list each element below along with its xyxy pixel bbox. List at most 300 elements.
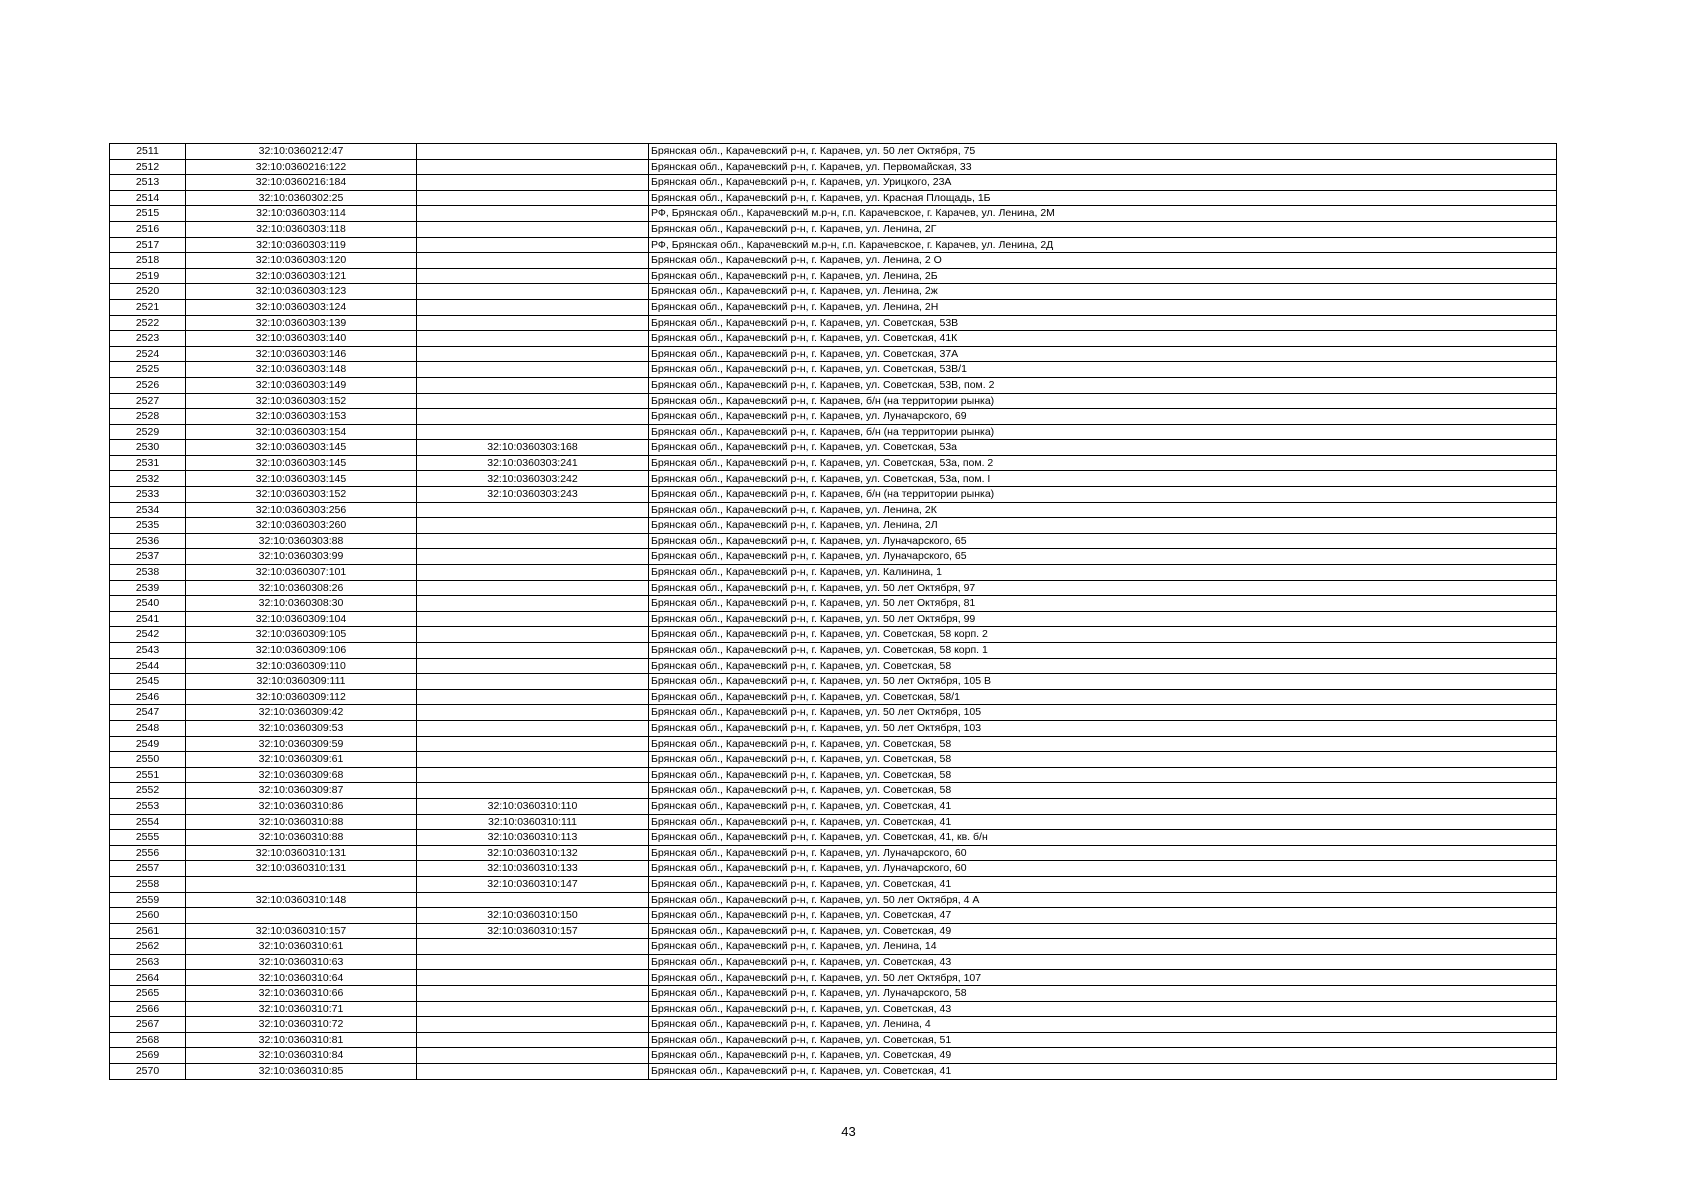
cadastral-number-cell: 32:10:0360303:118	[186, 221, 417, 237]
table-row	[110, 502, 1557, 518]
row-number-cell: 2551	[110, 767, 186, 783]
address-cell: Брянская обл., Карачевский р-н, г. Карачев, ул. Советская, 58 корп. 1	[649, 643, 1557, 659]
row-number-cell: 2534	[110, 502, 186, 518]
cadastral-number-cell: 32:10:0360303:99	[186, 549, 417, 565]
cadastral-number-cell: 32:10:0360310:86	[186, 798, 417, 814]
cadastral-number-cell: 32:10:0360303:148	[186, 362, 417, 378]
table-row	[110, 1001, 1557, 1017]
table-row	[110, 284, 1557, 300]
address-cell: Брянская обл., Карачевский р-н, г. Карачев, ул. Советская, 58	[649, 736, 1557, 752]
object-cadastral-number-cell	[417, 377, 649, 393]
cadastral-number-cell: 32:10:0360309:42	[186, 705, 417, 721]
row-number-cell: 2555	[110, 830, 186, 846]
cadastral-number-cell: 32:10:0360310:84	[186, 1048, 417, 1064]
table-row	[110, 814, 1557, 830]
object-cadastral-number-cell	[417, 1048, 649, 1064]
row-number-cell: 2522	[110, 315, 186, 331]
row-number-cell: 2566	[110, 1001, 186, 1017]
address-cell: Брянская обл., Карачевский р-н, г. Карачев, ул. Советская, 41, кв. б/н	[649, 830, 1557, 846]
table-row	[110, 440, 1557, 456]
object-cadastral-number-cell	[417, 658, 649, 674]
row-number-cell: 2545	[110, 674, 186, 690]
cadastral-number-cell: 32:10:0360310:85	[186, 1064, 417, 1080]
row-number-cell: 2546	[110, 689, 186, 705]
table-row	[110, 331, 1557, 347]
cadastral-number-cell: 32:10:0360309:53	[186, 720, 417, 736]
table-row	[110, 206, 1557, 222]
object-cadastral-number-cell	[417, 502, 649, 518]
address-cell: Брянская обл., Карачевский р-н, г. Карачев, ул. Советская, 53а, пом. 2	[649, 455, 1557, 471]
table-row	[110, 720, 1557, 736]
table-row	[110, 393, 1557, 409]
row-number-cell: 2513	[110, 175, 186, 191]
object-cadastral-number-cell	[417, 315, 649, 331]
object-cadastral-number-cell	[417, 268, 649, 284]
table-row	[110, 455, 1557, 471]
table-row	[110, 253, 1557, 269]
row-number-cell: 2568	[110, 1032, 186, 1048]
address-cell: Брянская обл., Карачевский р-н, г. Карачев, ул. Советская, 51	[649, 1032, 1557, 1048]
address-cell: Брянская обл., Карачевский р-н, г. Карачев, ул. Советская, 43	[649, 954, 1557, 970]
object-cadastral-number-cell	[417, 144, 649, 160]
object-cadastral-number-cell	[417, 970, 649, 986]
row-number-cell: 2527	[110, 393, 186, 409]
table-row	[110, 939, 1557, 955]
object-cadastral-number-cell	[417, 752, 649, 768]
row-number-cell: 2519	[110, 268, 186, 284]
table-row	[110, 611, 1557, 627]
table-row	[110, 908, 1557, 924]
address-cell: Брянская обл., Карачевский р-н, г. Карачев, ул. Луначарского, 65	[649, 549, 1557, 565]
object-cadastral-number-cell: 32:10:0360310:157	[417, 923, 649, 939]
object-cadastral-number-cell	[417, 331, 649, 347]
address-cell: Брянская обл., Карачевский р-н, г. Карачев, ул. Советская, 58	[649, 783, 1557, 799]
address-cell: Брянская обл., Карачевский р-н, г. Карачев, б/н (на территории рынка)	[649, 393, 1557, 409]
cadastral-number-cell: 32:10:0360307:101	[186, 565, 417, 581]
address-cell: Брянская обл., Карачевский р-н, г. Карачев, ул. Советская, 58/1	[649, 689, 1557, 705]
object-cadastral-number-cell	[417, 1017, 649, 1033]
row-number-cell: 2532	[110, 471, 186, 487]
address-cell: Брянская обл., Карачевский р-н, г. Карачев, ул. Советская, 41К	[649, 331, 1557, 347]
table-row	[110, 144, 1557, 160]
cadastral-number-cell	[186, 876, 417, 892]
cadastral-number-cell: 32:10:0360303:256	[186, 502, 417, 518]
cadastral-number-cell: 32:10:0360303:114	[186, 206, 417, 222]
address-cell: Брянская обл., Карачевский р-н, г. Карачев, ул. Советская, 58	[649, 767, 1557, 783]
row-number-cell: 2517	[110, 237, 186, 253]
address-cell: Брянская обл., Карачевский р-н, г. Карачев, ул. Луначарского, 65	[649, 533, 1557, 549]
row-number-cell: 2559	[110, 892, 186, 908]
address-cell: Брянская обл., Карачевский р-н, г. Карачев, ул. Ленина, 2Г	[649, 221, 1557, 237]
table-row	[110, 798, 1557, 814]
address-cell: Брянская обл., Карачевский р-н, г. Карачев, ул. Советская, 41	[649, 814, 1557, 830]
row-number-cell: 2560	[110, 908, 186, 924]
cadastral-number-cell: 32:10:0360302:25	[186, 190, 417, 206]
cadastral-number-cell: 32:10:0360212:47	[186, 144, 417, 160]
row-number-cell: 2558	[110, 876, 186, 892]
object-cadastral-number-cell	[417, 549, 649, 565]
row-number-cell: 2564	[110, 970, 186, 986]
address-cell: Брянская обл., Карачевский р-н, г. Карачев, ул. Луначарского, 60	[649, 845, 1557, 861]
cadastral-number-cell: 32:10:0360303:260	[186, 518, 417, 534]
table-row	[110, 752, 1557, 768]
address-cell: Брянская обл., Карачевский р-н, г. Карачев, ул. Ленина, 2ж	[649, 284, 1557, 300]
address-cell: Брянская обл., Карачевский р-н, г. Карачев, ул. 50 лет Октября, 4 А	[649, 892, 1557, 908]
address-cell: Брянская обл., Карачевский р-н, г. Карачев, ул. Ленина, 14	[649, 939, 1557, 955]
table-row	[110, 409, 1557, 425]
row-number-cell: 2520	[110, 284, 186, 300]
object-cadastral-number-cell: 32:10:0360310:110	[417, 798, 649, 814]
object-cadastral-number-cell	[417, 954, 649, 970]
object-cadastral-number-cell	[417, 580, 649, 596]
object-cadastral-number-cell: 32:10:0360303:168	[417, 440, 649, 456]
row-number-cell: 2523	[110, 331, 186, 347]
cadastral-number-cell: 32:10:0360303:154	[186, 424, 417, 440]
table-row	[110, 533, 1557, 549]
row-number-cell: 2544	[110, 658, 186, 674]
table-row	[110, 580, 1557, 596]
object-cadastral-number-cell: 32:10:0360310:150	[417, 908, 649, 924]
cadastral-number-cell: 32:10:0360310:148	[186, 892, 417, 908]
cadastral-number-cell: 32:10:0360303:119	[186, 237, 417, 253]
row-number-cell: 2554	[110, 814, 186, 830]
address-cell: Брянская обл., Карачевский р-н, г. Карачев, ул. Ленина, 2Б	[649, 268, 1557, 284]
row-number-cell: 2540	[110, 596, 186, 612]
object-cadastral-number-cell	[417, 627, 649, 643]
object-cadastral-number-cell: 32:10:0360310:111	[417, 814, 649, 830]
table-row	[110, 689, 1557, 705]
address-cell: Брянская обл., Карачевский р-н, г. Карачев, ул. Урицкого, 23А	[649, 175, 1557, 191]
cadastral-number-cell: 32:10:0360303:88	[186, 533, 417, 549]
object-cadastral-number-cell: 32:10:0360303:241	[417, 455, 649, 471]
object-cadastral-number-cell	[417, 424, 649, 440]
row-number-cell: 2562	[110, 939, 186, 955]
object-cadastral-number-cell	[417, 767, 649, 783]
row-number-cell: 2528	[110, 409, 186, 425]
table-row	[110, 565, 1557, 581]
row-number-cell: 2541	[110, 611, 186, 627]
row-number-cell: 2515	[110, 206, 186, 222]
cadastral-number-cell: 32:10:0360310:61	[186, 939, 417, 955]
registry-table-body	[110, 144, 1557, 1080]
object-cadastral-number-cell	[417, 720, 649, 736]
table-row	[110, 861, 1557, 877]
row-number-cell: 2549	[110, 736, 186, 752]
table-row	[110, 783, 1557, 799]
cadastral-number-cell: 32:10:0360303:145	[186, 455, 417, 471]
object-cadastral-number-cell	[417, 253, 649, 269]
address-cell: Брянская обл., Карачевский р-н, г. Карачев, ул. Советская, 49	[649, 1048, 1557, 1064]
row-number-cell: 2533	[110, 487, 186, 503]
address-cell: Брянская обл., Карачевский р-н, г. Карачев, ул. Советская, 43	[649, 1001, 1557, 1017]
table-row	[110, 627, 1557, 643]
row-number-cell: 2563	[110, 954, 186, 970]
cadastral-number-cell: 32:10:0360310:72	[186, 1017, 417, 1033]
object-cadastral-number-cell	[417, 1001, 649, 1017]
table-row	[110, 377, 1557, 393]
table-row	[110, 471, 1557, 487]
row-number-cell: 2570	[110, 1064, 186, 1080]
table-row	[110, 487, 1557, 503]
registry-table	[109, 143, 1557, 1080]
table-row	[110, 424, 1557, 440]
row-number-cell: 2561	[110, 923, 186, 939]
table-row	[110, 518, 1557, 534]
cadastral-number-cell: 32:10:0360303:139	[186, 315, 417, 331]
cadastral-number-cell: 32:10:0360303:145	[186, 471, 417, 487]
cadastral-number-cell: 32:10:0360310:131	[186, 861, 417, 877]
object-cadastral-number-cell	[417, 237, 649, 253]
object-cadastral-number-cell	[417, 674, 649, 690]
address-cell: Брянская обл., Карачевский р-н, г. Карачев, ул. Советская, 53В	[649, 315, 1557, 331]
object-cadastral-number-cell: 32:10:0360310:133	[417, 861, 649, 877]
row-number-cell: 2526	[110, 377, 186, 393]
address-cell: Брянская обл., Карачевский р-н, г. Карачев, ул. 50 лет Октября, 107	[649, 970, 1557, 986]
table-row	[110, 1032, 1557, 1048]
address-cell: РФ, Брянская обл., Карачевский м.р-н, г.п. Карачевское, г. Карачев, ул. Ленина, 2Д	[649, 237, 1557, 253]
object-cadastral-number-cell	[417, 159, 649, 175]
table-row	[110, 1064, 1557, 1080]
object-cadastral-number-cell	[417, 689, 649, 705]
cadastral-number-cell: 32:10:0360309:105	[186, 627, 417, 643]
address-cell: Брянская обл., Карачевский р-н, г. Карачев, ул. Ленина, 4	[649, 1017, 1557, 1033]
cadastral-number-cell: 32:10:0360303:152	[186, 393, 417, 409]
address-cell: Брянская обл., Карачевский р-н, г. Карачев, ул. 50 лет Октября, 105 В	[649, 674, 1557, 690]
address-cell: Брянская обл., Карачевский р-н, г. Карачев, ул. Первомайская, 33	[649, 159, 1557, 175]
row-number-cell: 2543	[110, 643, 186, 659]
row-number-cell: 2511	[110, 144, 186, 160]
object-cadastral-number-cell: 32:10:0360303:243	[417, 487, 649, 503]
table-row	[110, 830, 1557, 846]
cadastral-number-cell: 32:10:0360303:153	[186, 409, 417, 425]
row-number-cell: 2536	[110, 533, 186, 549]
cadastral-number-cell: 32:10:0360303:140	[186, 331, 417, 347]
cadastral-number-cell: 32:10:0360303:120	[186, 253, 417, 269]
row-number-cell: 2530	[110, 440, 186, 456]
table-row	[110, 221, 1557, 237]
cadastral-number-cell: 32:10:0360308:30	[186, 596, 417, 612]
object-cadastral-number-cell	[417, 1032, 649, 1048]
address-cell: Брянская обл., Карачевский р-н, г. Карачев, ул. 50 лет Октября, 103	[649, 720, 1557, 736]
address-cell: Брянская обл., Карачевский р-н, г. Карачев, ул. Советская, 53а, пом. I	[649, 471, 1557, 487]
row-number-cell: 2553	[110, 798, 186, 814]
cadastral-number-cell: 32:10:0360309:104	[186, 611, 417, 627]
cadastral-number-cell: 32:10:0360303:123	[186, 284, 417, 300]
object-cadastral-number-cell	[417, 206, 649, 222]
table-row	[110, 986, 1557, 1002]
cadastral-number-cell: 32:10:0360310:64	[186, 970, 417, 986]
object-cadastral-number-cell: 32:10:0360303:242	[417, 471, 649, 487]
page-number: 43	[841, 1124, 856, 1139]
row-number-cell: 2537	[110, 549, 186, 565]
table-row	[110, 237, 1557, 253]
cadastral-number-cell: 32:10:0360310:131	[186, 845, 417, 861]
table-row	[110, 923, 1557, 939]
address-cell: Брянская обл., Карачевский р-н, г. Карачев, ул. Советская, 41	[649, 798, 1557, 814]
object-cadastral-number-cell	[417, 284, 649, 300]
table-row	[110, 190, 1557, 206]
table-row	[110, 299, 1557, 315]
address-cell: Брянская обл., Карачевский р-н, г. Карачев, ул. Советская, 47	[649, 908, 1557, 924]
table-row	[110, 549, 1557, 565]
row-number-cell: 2550	[110, 752, 186, 768]
row-number-cell: 2548	[110, 720, 186, 736]
table-row	[110, 705, 1557, 721]
address-cell: Брянская обл., Карачевский р-н, г. Карачев, ул. Ленина, 2Н	[649, 299, 1557, 315]
object-cadastral-number-cell	[417, 783, 649, 799]
table-row	[110, 658, 1557, 674]
table-row	[110, 767, 1557, 783]
cadastral-number-cell: 32:10:0360309:61	[186, 752, 417, 768]
address-cell: Брянская обл., Карачевский р-н, г. Карачев, ул. Калинина, 1	[649, 565, 1557, 581]
object-cadastral-number-cell	[417, 986, 649, 1002]
cadastral-number-cell: 32:10:0360309:112	[186, 689, 417, 705]
address-cell: Брянская обл., Карачевский р-н, г. Карачев, ул. Луначарского, 60	[649, 861, 1557, 877]
table-row	[110, 175, 1557, 191]
cadastral-number-cell	[186, 908, 417, 924]
table-row	[110, 643, 1557, 659]
cadastral-number-cell: 32:10:0360309:68	[186, 767, 417, 783]
address-cell: Брянская обл., Карачевский р-н, г. Карачев, ул. Красная Площадь, 1Б	[649, 190, 1557, 206]
object-cadastral-number-cell	[417, 705, 649, 721]
table-row	[110, 845, 1557, 861]
cadastral-number-cell: 32:10:0360303:146	[186, 346, 417, 362]
address-cell: Брянская обл., Карачевский р-н, г. Карачев, ул. 50 лет Октября, 75	[649, 144, 1557, 160]
row-number-cell: 2567	[110, 1017, 186, 1033]
address-cell: Брянская обл., Карачевский р-н, г. Карачев, ул. Советская, 53В/1	[649, 362, 1557, 378]
table-row	[110, 970, 1557, 986]
table-row	[110, 315, 1557, 331]
row-number-cell: 2521	[110, 299, 186, 315]
cadastral-number-cell: 32:10:0360310:66	[186, 986, 417, 1002]
object-cadastral-number-cell	[417, 299, 649, 315]
address-cell: Брянская обл., Карачевский р-н, г. Карачев, ул. Советская, 41	[649, 876, 1557, 892]
address-cell: Брянская обл., Карачевский р-н, г. Карачев, ул. Ленина, 2К	[649, 502, 1557, 518]
object-cadastral-number-cell	[417, 362, 649, 378]
address-cell: Брянская обл., Карачевский р-н, г. Карачев, ул. 50 лет Октября, 97	[649, 580, 1557, 596]
cadastral-number-cell: 32:10:0360303:152	[186, 487, 417, 503]
address-cell: Брянская обл., Карачевский р-н, г. Карачев, ул. Советская, 41	[649, 1064, 1557, 1080]
cadastral-number-cell: 32:10:0360309:110	[186, 658, 417, 674]
cadastral-number-cell: 32:10:0360309:106	[186, 643, 417, 659]
object-cadastral-number-cell: 32:10:0360310:113	[417, 830, 649, 846]
cadastral-number-cell: 32:10:0360309:111	[186, 674, 417, 690]
row-number-cell: 2552	[110, 783, 186, 799]
cadastral-number-cell: 32:10:0360310:63	[186, 954, 417, 970]
cadastral-number-cell: 32:10:0360310:157	[186, 923, 417, 939]
object-cadastral-number-cell	[417, 190, 649, 206]
cadastral-number-cell: 32:10:0360309:87	[186, 783, 417, 799]
address-cell: Брянская обл., Карачевский р-н, г. Карачев, ул. Советская, 53а	[649, 440, 1557, 456]
address-cell: Брянская обл., Карачевский р-н, г. Карачев, ул. Луначарского, 58	[649, 986, 1557, 1002]
object-cadastral-number-cell	[417, 221, 649, 237]
object-cadastral-number-cell	[417, 596, 649, 612]
row-number-cell: 2518	[110, 253, 186, 269]
address-cell: Брянская обл., Карачевский р-н, г. Карачев, ул. 50 лет Октября, 81	[649, 596, 1557, 612]
row-number-cell: 2538	[110, 565, 186, 581]
row-number-cell: 2557	[110, 861, 186, 877]
object-cadastral-number-cell	[417, 409, 649, 425]
table-row	[110, 736, 1557, 752]
address-cell: РФ, Брянская обл., Карачевский м.р-н, г.п. Карачевское, г. Карачев, ул. Ленина, 2М	[649, 206, 1557, 222]
address-cell: Брянская обл., Карачевский р-н, г. Карачев, ул. Советская, 37А	[649, 346, 1557, 362]
row-number-cell: 2565	[110, 986, 186, 1002]
address-cell: Брянская обл., Карачевский р-н, г. Карачев, ул. Ленина, 2 О	[649, 253, 1557, 269]
table-row	[110, 362, 1557, 378]
table-row	[110, 876, 1557, 892]
row-number-cell: 2535	[110, 518, 186, 534]
row-number-cell: 2524	[110, 346, 186, 362]
address-cell: Брянская обл., Карачевский р-н, г. Карачев, ул. Советская, 58	[649, 658, 1557, 674]
object-cadastral-number-cell	[417, 736, 649, 752]
cadastral-number-cell: 32:10:0360303:149	[186, 377, 417, 393]
address-cell: Брянская обл., Карачевский р-н, г. Карачев, ул. Советская, 58	[649, 752, 1557, 768]
address-cell: Брянская обл., Карачевский р-н, г. Карачев, ул. Советская, 58 корп. 2	[649, 627, 1557, 643]
address-cell: Брянская обл., Карачевский р-н, г. Карачев, ул. Луначарского, 69	[649, 409, 1557, 425]
table-row	[110, 346, 1557, 362]
row-number-cell: 2531	[110, 455, 186, 471]
object-cadastral-number-cell	[417, 533, 649, 549]
address-cell: Брянская обл., Карачевский р-н, г. Карачев, ул. 50 лет Октября, 99	[649, 611, 1557, 627]
address-cell: Брянская обл., Карачевский р-н, г. Карачев, ул. Советская, 53В, пом. 2	[649, 377, 1557, 393]
address-cell: Брянская обл., Карачевский р-н, г. Карачев, ул. Ленина, 2Л	[649, 518, 1557, 534]
cadastral-number-cell: 32:10:0360308:26	[186, 580, 417, 596]
object-cadastral-number-cell: 32:10:0360310:147	[417, 876, 649, 892]
table-row	[110, 268, 1557, 284]
object-cadastral-number-cell: 32:10:0360310:132	[417, 845, 649, 861]
object-cadastral-number-cell	[417, 1064, 649, 1080]
object-cadastral-number-cell	[417, 175, 649, 191]
table-row	[110, 954, 1557, 970]
object-cadastral-number-cell	[417, 643, 649, 659]
cadastral-number-cell: 32:10:0360303:121	[186, 268, 417, 284]
row-number-cell: 2539	[110, 580, 186, 596]
address-cell: Брянская обл., Карачевский р-н, г. Карачев, ул. 50 лет Октября, 105	[649, 705, 1557, 721]
table-row	[110, 159, 1557, 175]
cadastral-number-cell: 32:10:0360310:88	[186, 830, 417, 846]
cadastral-number-cell: 32:10:0360216:184	[186, 175, 417, 191]
address-cell: Брянская обл., Карачевский р-н, г. Карачев, б/н (на территории рынка)	[649, 487, 1557, 503]
object-cadastral-number-cell	[417, 565, 649, 581]
row-number-cell: 2547	[110, 705, 186, 721]
object-cadastral-number-cell	[417, 518, 649, 534]
row-number-cell: 2514	[110, 190, 186, 206]
table-row	[110, 596, 1557, 612]
address-cell: Брянская обл., Карачевский р-н, г. Карачев, б/н (на территории рынка)	[649, 424, 1557, 440]
cadastral-number-cell: 32:10:0360303:145	[186, 440, 417, 456]
row-number-cell: 2569	[110, 1048, 186, 1064]
row-number-cell: 2556	[110, 845, 186, 861]
object-cadastral-number-cell	[417, 611, 649, 627]
object-cadastral-number-cell	[417, 892, 649, 908]
object-cadastral-number-cell	[417, 346, 649, 362]
table-row	[110, 674, 1557, 690]
row-number-cell: 2525	[110, 362, 186, 378]
address-cell: Брянская обл., Карачевский р-н, г. Карачев, ул. Советская, 49	[649, 923, 1557, 939]
row-number-cell: 2516	[110, 221, 186, 237]
object-cadastral-number-cell	[417, 939, 649, 955]
table-row	[110, 1017, 1557, 1033]
cadastral-number-cell: 32:10:0360309:59	[186, 736, 417, 752]
table-row	[110, 1048, 1557, 1064]
row-number-cell: 2542	[110, 627, 186, 643]
cadastral-number-cell: 32:10:0360310:81	[186, 1032, 417, 1048]
row-number-cell: 2529	[110, 424, 186, 440]
cadastral-number-cell: 32:10:0360216:122	[186, 159, 417, 175]
table-row	[110, 892, 1557, 908]
row-number-cell: 2512	[110, 159, 186, 175]
cadastral-number-cell: 32:10:0360303:124	[186, 299, 417, 315]
